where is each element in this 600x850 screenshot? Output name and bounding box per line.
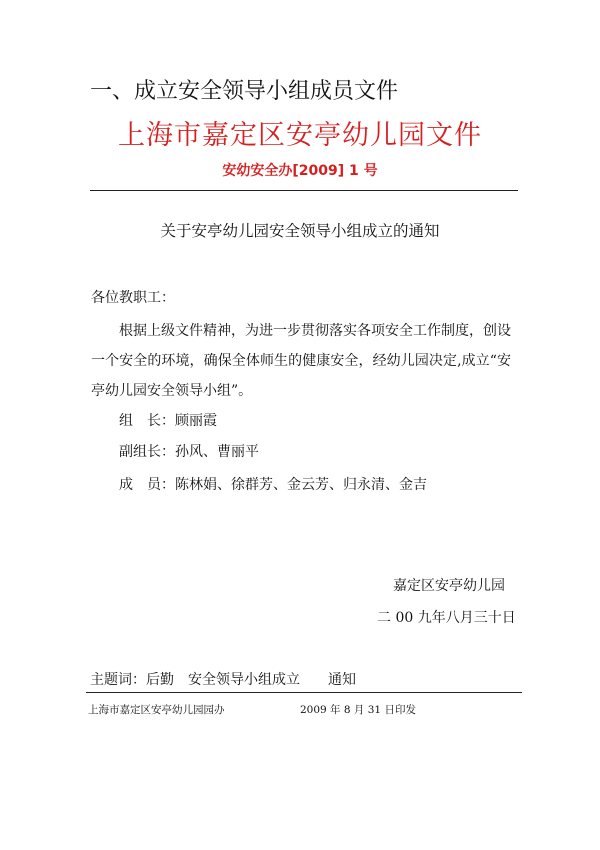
footer-date: 2009 年 8 月 31 日印发 — [300, 704, 416, 716]
signature-date: 二 00 九年八月三十日 — [377, 610, 516, 626]
member-names: 陈林娟、徐群芳、金云芳、归永清、金吉 — [175, 477, 427, 493]
section-heading: 一、成立安全领导小组成员文件 — [90, 79, 399, 104]
body-paragraph: 根据上级文件精神，为进一步贯彻落实各项安全工作制度，创设一个安全的环境，确保全体师生的健康安全，经幼儿园决定,成立“安亭幼儿园安全领导小组”。 — [91, 323, 511, 399]
deputy-leader-row — [119, 441, 259, 461]
subject-keywords: 主题词：后勤 安全领导小组成立 通知 — [90, 672, 356, 688]
footer-divider — [86, 692, 522, 693]
leader-row — [119, 410, 217, 430]
member-role: 组 长： — [119, 413, 175, 429]
document-number: 安幼安全办[2009] 1 号 — [222, 163, 378, 179]
salutation: 各位教职工： — [91, 290, 175, 306]
signature-org: 嘉定区安亭幼儿园 — [393, 578, 505, 594]
member-names: 孙风、曹丽平 — [175, 444, 259, 460]
footer-org: 上海市嘉定区安亭幼儿园园办 — [88, 704, 225, 716]
member-role: 成 员： — [119, 477, 175, 493]
document-header: 上海市嘉定区安亭幼儿园文件 — [118, 120, 482, 151]
member-role: 副组长： — [119, 444, 175, 460]
header-divider — [90, 190, 518, 191]
members-row — [119, 474, 427, 494]
notice-title: 关于安亭幼儿园安全领导小组成立的通知 — [160, 222, 440, 240]
member-names: 顾丽霞 — [175, 413, 217, 429]
